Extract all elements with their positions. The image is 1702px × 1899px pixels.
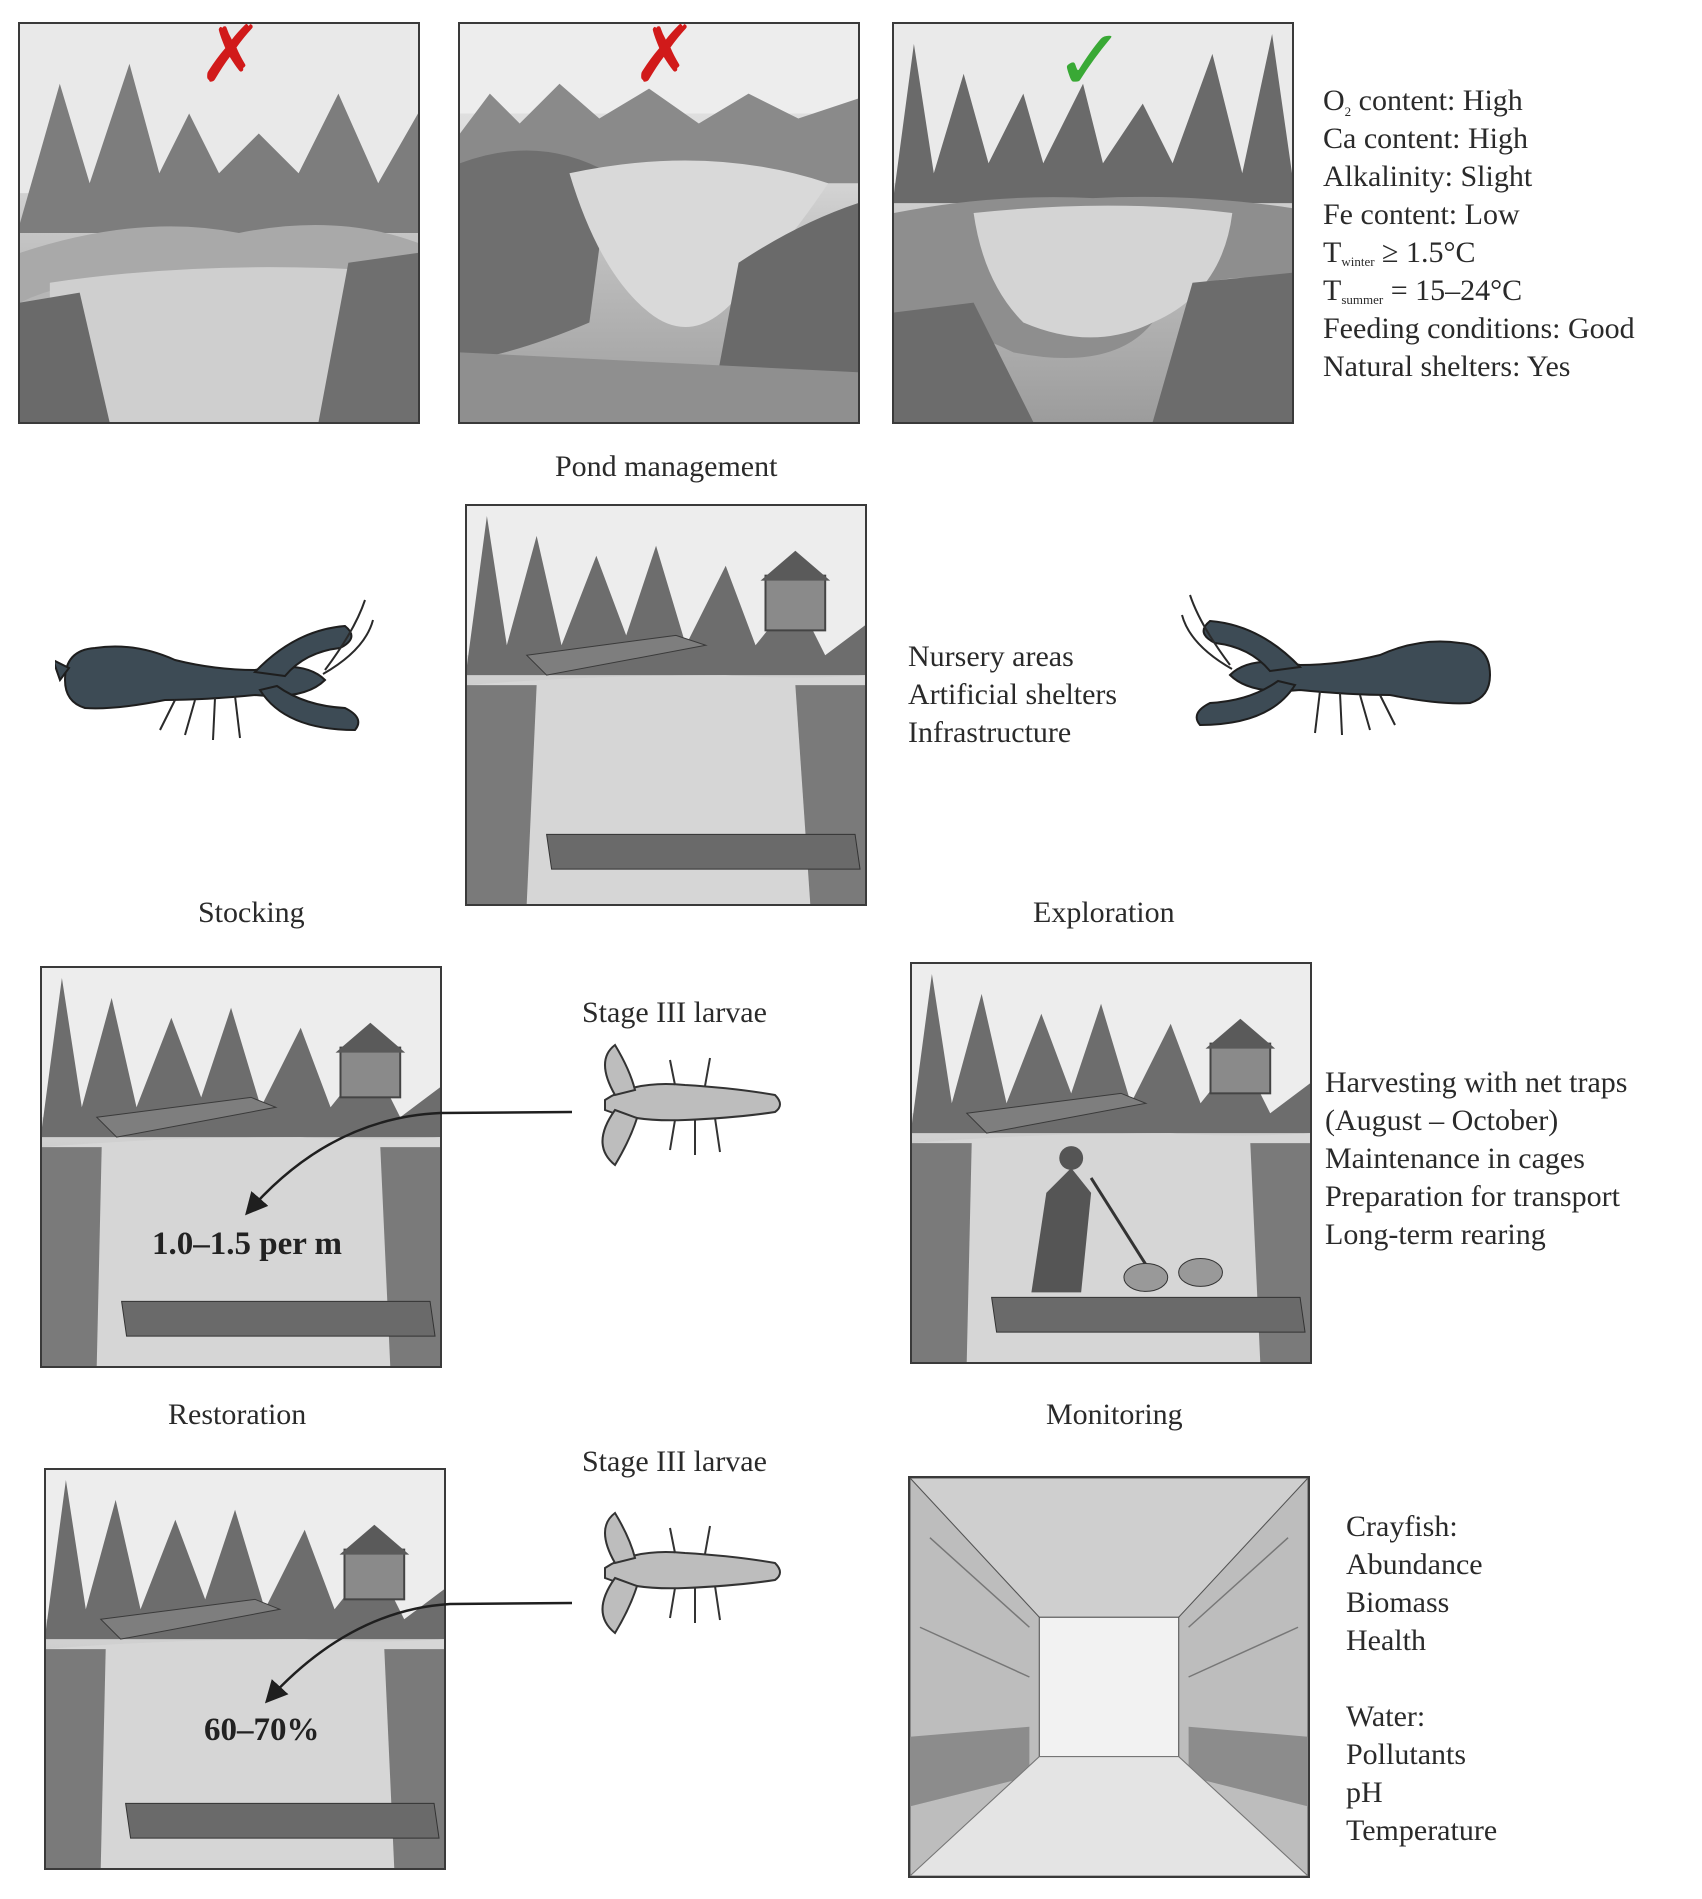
t-winter: $T_{winter} \ge 1.5^\circ C$ [1323, 236, 1476, 269]
crayfish-item: Health [1346, 1624, 1426, 1657]
pond-management-title: Pond management [555, 450, 778, 483]
exploration-item: (August – October) [1325, 1104, 1559, 1137]
pond-sketch [42, 968, 440, 1366]
ca-content: Ca content: High [1323, 122, 1528, 155]
exploration-item: Long-term rearing [1325, 1218, 1546, 1251]
stocking-title: Stocking [198, 896, 305, 929]
cross-mark-icon: ✗ [198, 22, 264, 100]
t-summer: $T_{summer} = 15-24^\circ C$ [1323, 274, 1523, 307]
exploration-item: Preparation for transport [1325, 1180, 1620, 1213]
water-item: Pollutants [1346, 1738, 1467, 1771]
water-item: Temperature [1346, 1814, 1498, 1847]
crayfish-item: Biomass [1346, 1586, 1450, 1619]
pond-conditions-list [1323, 82, 1635, 386]
pond-management-image [465, 504, 867, 906]
stocking-density: 1.0–1.5 per m [152, 1226, 343, 1262]
exploration-item: Harvesting with net traps [1325, 1066, 1628, 1099]
exploration-list [1325, 1064, 1627, 1254]
restoration-image [44, 1468, 446, 1870]
pond-management-item: Nursery areas [908, 640, 1074, 673]
monitoring-lab-image [908, 1476, 1310, 1878]
pond-management-item: Infrastructure [908, 716, 1072, 749]
crayfish-heading: Crayfish: [1346, 1510, 1458, 1543]
larvae-icon-restoration [575, 1508, 795, 1638]
spacer [1346, 1660, 1497, 1698]
alkalinity: Alkalinity: Slight [1323, 160, 1533, 193]
feeding-conditions: Feeding conditions: Good [1323, 312, 1635, 345]
natural-shelters: Natural shelters: Yes [1323, 350, 1571, 383]
stocking-larvae-label: Stage III larvae [582, 996, 767, 1029]
pond-sketch [46, 1470, 444, 1868]
pond-sketch [467, 506, 865, 904]
exploration-item: Maintenance in cages [1325, 1142, 1585, 1175]
pond-management-list [908, 638, 1117, 752]
lab-sketch [910, 1478, 1308, 1876]
o2-content: $O_2$ content: High [1323, 84, 1523, 119]
restoration-survival: 60–70% [204, 1712, 320, 1748]
restoration-larvae-label: Stage III larvae [582, 1445, 767, 1478]
monitoring-title: Monitoring [1046, 1398, 1183, 1431]
stocking-image [40, 966, 442, 1368]
exploration-image [910, 962, 1312, 1364]
pond-image-unsuitable-1 [18, 22, 420, 424]
pond-image-suitable [892, 22, 1294, 424]
water-item: pH [1346, 1776, 1383, 1809]
check-mark-icon: ✓ [1054, 22, 1127, 111]
water-heading: Water: [1346, 1700, 1426, 1733]
monitoring-list [1346, 1508, 1497, 1850]
larvae-icon-stocking [575, 1040, 795, 1170]
pond-sketch [912, 964, 1310, 1362]
crayfish-item: Abundance [1346, 1548, 1483, 1581]
pond-management-item: Artificial shelters [908, 678, 1118, 711]
exploration-title: Exploration [1033, 896, 1175, 929]
pond-image-unsuitable-2 [458, 22, 860, 424]
cross-mark-icon: ✗ [632, 22, 698, 100]
fe-content: Fe content: Low [1323, 198, 1520, 231]
restoration-title: Restoration [168, 1398, 307, 1431]
crayfish-icon-left [55, 590, 375, 750]
crayfish-icon-right [1180, 585, 1500, 745]
